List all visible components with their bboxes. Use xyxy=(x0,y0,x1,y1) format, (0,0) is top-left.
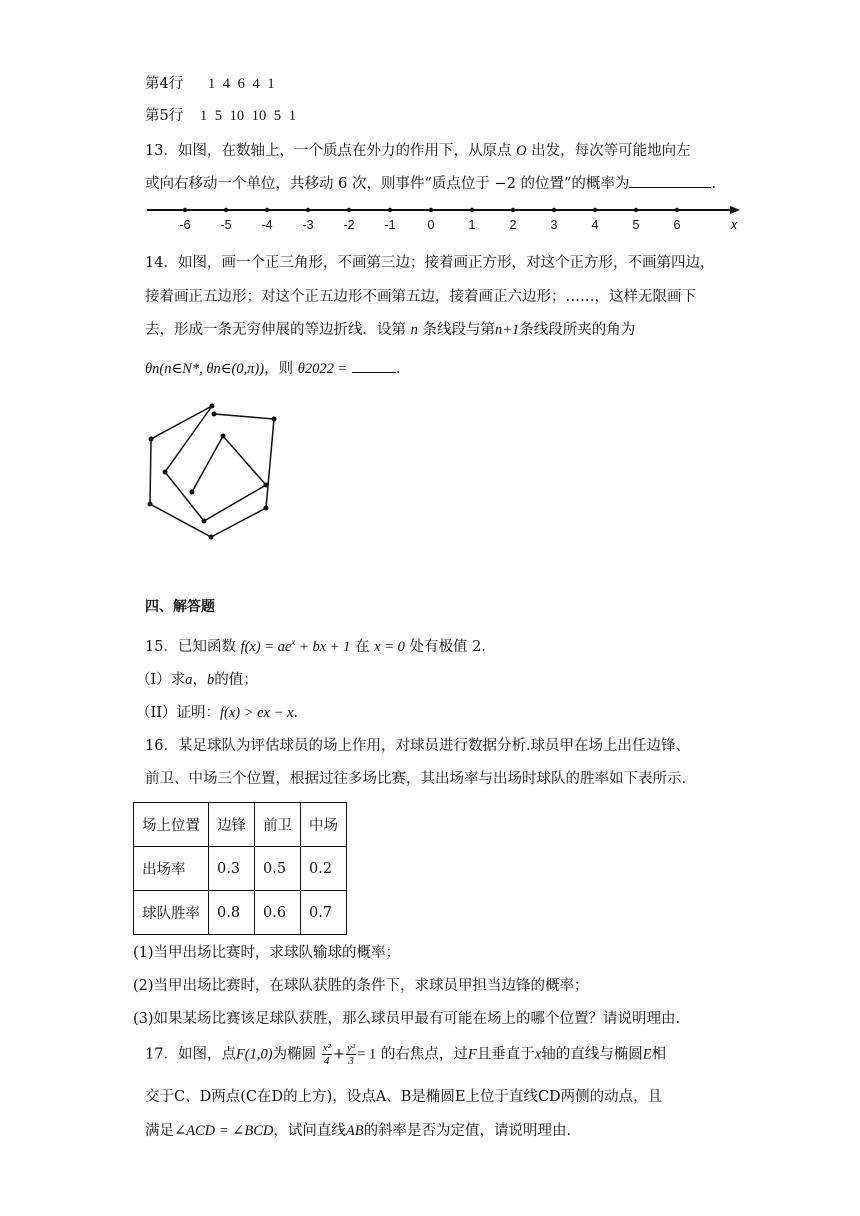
q17-line1: 17．如图，点F(1,0)为椭圆 $\frac{\text{x²}}{4}$ + $\frac{\text{y²}}{3}$ = 1 的右焦点，过F且垂直于x轴的直线与椭圆E相 xyxy=(145,1042,667,1067)
q15-text-b: 在 xyxy=(355,638,370,655)
section-heading: 四、解答题 xyxy=(145,599,215,615)
q13-text-c: 或向右移动一个单位，共移动 6 次，则事件“质点位于 −2 的位置”的概率为 xyxy=(145,176,630,192)
pascal-row-4-label: 第4行 xyxy=(145,76,184,92)
tick-dot xyxy=(552,208,556,212)
q16-line1: 16．某足球队为评估球员的场上作用，对球员进行数据分析.球员甲在场上出任边锋、 xyxy=(145,738,691,754)
q15-text-c: 处有极值 2． xyxy=(409,638,496,655)
table-row xyxy=(134,847,347,891)
polyline-figure xyxy=(140,398,280,548)
tick-label: 5 xyxy=(632,218,640,232)
pascal-row-5-label: 第5行 xyxy=(145,108,184,124)
table-cell: 0.3 xyxy=(209,847,255,891)
table-row xyxy=(134,891,347,935)
table-cell: 出场率 xyxy=(134,847,209,891)
table-cell: 球队胜率 xyxy=(134,891,209,935)
q14-answer-blank[interactable] xyxy=(352,358,396,373)
q17-line3: 满足∠ACD = ∠BCD，试问直线AB的斜率是否为定值，请说明理由. xyxy=(145,1123,572,1139)
tick-label: 6 xyxy=(673,218,681,232)
q13-text-end: . xyxy=(711,176,716,192)
tick-label: -4 xyxy=(261,218,273,232)
q16-sub1: (1)当甲出场比赛时，求球队输球的概率； xyxy=(133,945,401,961)
number-line-ticks xyxy=(179,208,680,232)
pascal-row-4 xyxy=(145,74,275,94)
tick-label: -1 xyxy=(384,218,396,232)
tick-dot xyxy=(306,208,310,212)
polyline-vertices xyxy=(148,404,277,540)
tick-label: 4 xyxy=(591,218,599,232)
q13-origin-var: O xyxy=(516,143,527,159)
tick-label: 1 xyxy=(468,218,476,232)
table-header-row xyxy=(134,803,347,847)
q17-line2: 交于C、D两点(C在D的上方)，设点A、B是椭圆E上位于直线CD两侧的动点，且 xyxy=(145,1089,663,1105)
q13-text-a: 13．如图，在数轴上，一个质点在外力的作用下，从原点 xyxy=(145,143,512,159)
q13-answer-blank[interactable] xyxy=(629,173,711,188)
table-cell: 0.5 xyxy=(255,847,301,891)
q14-text-c: 条线段所夹的角为 xyxy=(519,322,636,338)
tick-dot xyxy=(429,208,433,212)
tick-label: 0 xyxy=(427,218,435,232)
tick-label: -3 xyxy=(302,218,314,232)
pascal-row-4-values: 1 4 6 4 1 xyxy=(207,76,275,92)
table-cell: 0.8 xyxy=(209,891,255,935)
q13-text-b: 出发，每次等可能地向左 xyxy=(531,143,691,159)
table-header-cell: 前卫 xyxy=(255,803,301,847)
table-header-cell: 中场 xyxy=(301,803,347,847)
q15-condition: x = 0 xyxy=(374,638,405,655)
tick-dot xyxy=(183,208,187,212)
tick-dot xyxy=(265,208,269,212)
q15-var-a: a xyxy=(185,672,193,688)
axis-label-x: x xyxy=(731,218,738,232)
stats-table xyxy=(133,802,347,935)
q14-line2: 接着画正五边形；对这个正五边形不画第五边，接着画正六边形；……，这样无限画下 xyxy=(145,289,696,305)
tick-dot xyxy=(593,208,597,212)
q14-line3 xyxy=(145,320,635,340)
q14-text-d: ，则 xyxy=(264,361,294,377)
tick-dot xyxy=(224,208,228,212)
q17-fraction-x: $\frac{\text{x²}}{4}$ xyxy=(322,1042,331,1067)
number-line-figure xyxy=(145,200,745,230)
equilateral-polyline xyxy=(150,406,274,537)
q16-sub3: (3)如果某场比赛该足球队获胜，那么球员甲最有可能在场上的哪个位置？请说明理由. xyxy=(133,1011,681,1027)
table-cell: 0.2 xyxy=(301,847,347,891)
q13-line2 xyxy=(145,173,716,194)
q14-line1: 14．如图，画一个正三角形，不画第三边；接着画正方形，对这个正方形，不画第四边， xyxy=(145,255,715,271)
q14-text-end: . xyxy=(395,361,401,377)
tick-dot xyxy=(634,208,638,212)
q14-text-a: 去，形成一条无穷伸展的等边折线．设第 xyxy=(145,322,406,338)
q14-var-n1: n+1 xyxy=(494,322,520,338)
q15-inequality: f(x) > ex − x xyxy=(219,705,294,721)
number-line-arrow xyxy=(730,206,740,214)
q17-angle-condition: ∠ACD = ∠BCD xyxy=(174,1123,274,1139)
table-header-cell: 边锋 xyxy=(209,803,255,847)
tick-dot xyxy=(675,208,679,212)
tick-label: 2 xyxy=(509,218,517,232)
q15-function: $f(x) = ae^x$ + bx + 1 xyxy=(240,637,351,655)
q17-fraction-y: $\frac{\text{y²}}{3}$ xyxy=(347,1042,356,1067)
q14-var-n: n xyxy=(410,322,418,338)
table-header-cell: 场上位置 xyxy=(134,803,209,847)
q15-part1: （I）求a，b的值； xyxy=(136,672,258,688)
tick-dot xyxy=(511,208,515,212)
table-cell: 0.7 xyxy=(301,891,347,935)
tick-label: -2 xyxy=(343,218,355,232)
q17-focus-point: F(1,0) xyxy=(235,1046,273,1063)
q14-target: θ2022 = xyxy=(297,361,348,377)
q14-line4 xyxy=(145,358,400,379)
q14-text-b: 条线段与第 xyxy=(422,322,495,338)
tick-label: 3 xyxy=(550,218,558,232)
tick-dot xyxy=(388,208,392,212)
pascal-row-5-values: 1 5 10 10 5 1 xyxy=(199,108,296,124)
tick-label: -5 xyxy=(220,218,232,232)
tick-dot xyxy=(470,208,474,212)
table-cell: 0.6 xyxy=(255,891,301,935)
q15-var-b: b xyxy=(206,672,215,688)
q17-line-ab: AB xyxy=(345,1123,364,1139)
q14-angle-def: θn(n∈N*, θn∈(0,π)) xyxy=(145,361,265,377)
q16-sub2: (2)当甲出场比赛时，在球队获胜的条件下，求球员甲担当边锋的概率； xyxy=(133,978,589,994)
pascal-row-5 xyxy=(145,106,296,126)
q13-line1 xyxy=(145,141,691,161)
q16-line2: 前卫、中场三个位置，根据过往多场比赛，其出场率与出场时球队的胜率如下表所示. xyxy=(145,771,687,787)
q15-stem xyxy=(145,632,496,657)
q15-text-a: 15．已知函数 xyxy=(145,638,236,655)
tick-label: -6 xyxy=(179,218,191,232)
tick-dot xyxy=(347,208,351,212)
q15-part2: （II）证明：f(x) > ex − x． xyxy=(136,705,308,721)
